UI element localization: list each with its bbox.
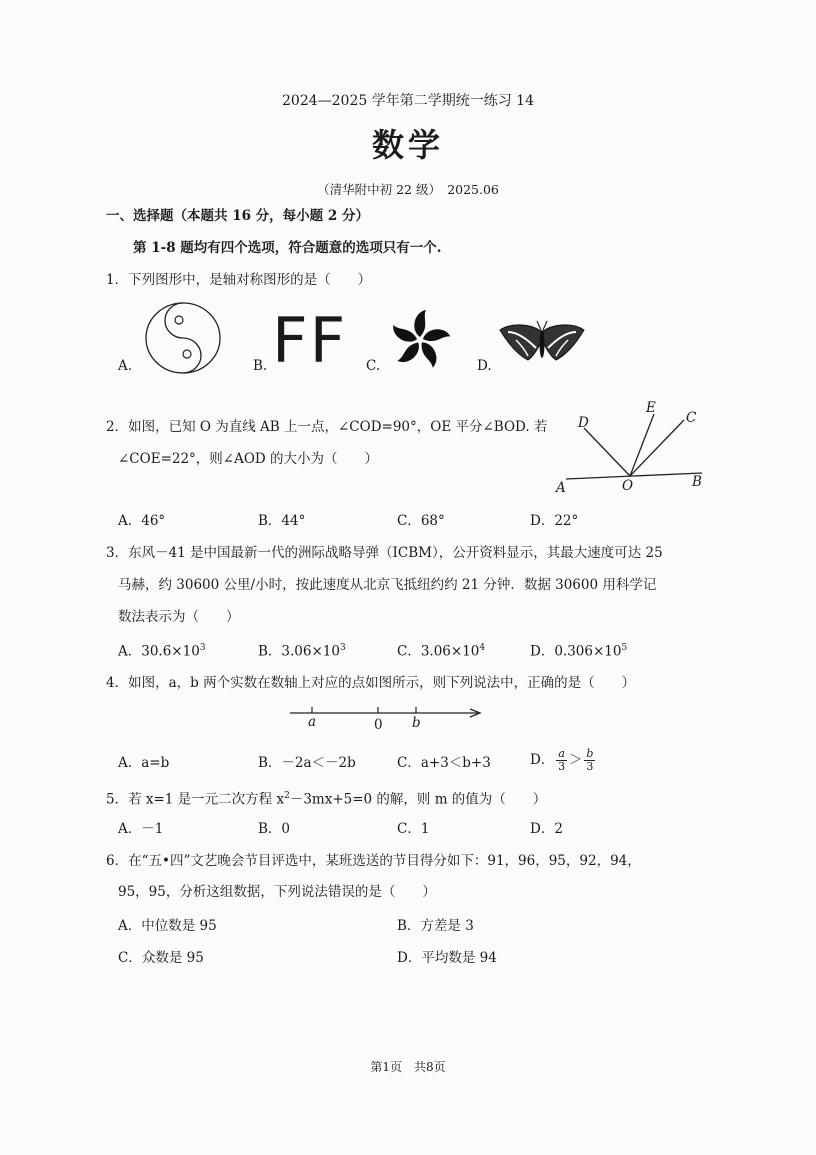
q2-option-c: C．68° (397, 513, 445, 529)
q4-option-c: C．a+3＜b+3 (397, 755, 491, 771)
q4-option-d: D． $\frac{a}{3}$ ＞ $\frac{b}{3}$ (530, 747, 594, 774)
q2-option-d: D．22° (530, 513, 579, 529)
q3-stem-line2: 马赫，约 30600 公里/小时，按此速度从北京飞抵纽约约 21 分钟．数据 30600 用科学记 (118, 577, 657, 593)
figure-label-o: O (622, 478, 634, 494)
q3-option-a: A．$30.6\times 10^3$ (118, 643, 206, 660)
q1-option-c-label: C. (366, 358, 381, 374)
q6-option-a: A．中位数是 95 (118, 918, 217, 934)
q4-stem: 4．如图，a，b 两个实数在数轴上对应的点如图所示，则下列说法中，正确的是（ ） (106, 675, 636, 691)
section-instruction: 第 1-8 题均有四个选项，符合题意的选项只有一个. (133, 240, 442, 256)
figure-label-e: E (646, 400, 656, 416)
q3-option-d: D．$0.306\times 10^5$ (530, 643, 628, 660)
yin-yang-figure (143, 300, 223, 376)
axis-label-b: b (412, 715, 421, 731)
exam-title-line: 2024—2025 学年第二学期统一练习 14 (282, 93, 534, 109)
axis-label-a: a (308, 714, 317, 730)
ff-letters-figure: FF (272, 304, 348, 377)
q6-option-b: B．方差是 3 (397, 918, 474, 934)
page-footer: 第1页 共8页 (370, 1060, 446, 1074)
q1-option-a-label: A. (118, 358, 133, 374)
figure-label-d: D (578, 415, 589, 431)
q4-option-a: A．a=b (118, 755, 170, 771)
q6-stem-line2: 95，95，分析这组数据，下列说法错误的是（ ） (118, 884, 436, 900)
bauhinia-flower-figure (388, 308, 452, 372)
q2-option-b: B．44° (258, 513, 306, 529)
section-heading: 一、选择题（本题共 16 分，每小题 2 分） (106, 208, 369, 224)
q1-stem: 1．下列图形中，是轴对称图形的是（ ） (106, 272, 372, 288)
figure-label-c: C (686, 410, 697, 426)
q3-option-c: C．$3.06\times 10^4$ (397, 643, 486, 660)
q6-option-d: D．平均数是 94 (397, 950, 497, 966)
subject-title: 数学 (371, 126, 444, 164)
q6-stem-line1: 6．在“五•四”文艺晚会节目评选中，某班选送的节目得分如下：91，96，95，92，94， (106, 853, 641, 869)
q5-option-d: D．2 (530, 821, 563, 837)
figure-label-a: A (556, 480, 566, 496)
figure-label-b: B (692, 474, 702, 490)
q2-stem-line1: 2．如图，已知 O 为直线 AB 上一点，∠COD=90°，OE 平分∠BOD. 若 (106, 419, 548, 435)
q5-stem: 5．若 x=1 是一元二次方程 $x^2-3mx+5=0$ 的解，则 m 的值为（ ） (106, 791, 547, 808)
fraction-a-over-3: $\frac{a}{3}$ (558, 747, 566, 774)
q2-option-a: A．46° (118, 513, 166, 529)
number-line-figure (288, 704, 488, 724)
q6-option-c: C．众数是 95 (118, 950, 204, 966)
axis-label-zero: 0 (374, 717, 383, 733)
q1-option-d-label: D. (477, 358, 492, 374)
q1-option-b-label: B. (253, 358, 268, 374)
q3-option-b: B．$3.06\times 10^3$ (258, 643, 346, 660)
q5-option-a: A．－1 (118, 821, 164, 837)
butterfly-figure (498, 318, 586, 370)
q5-option-b: B．0 (258, 821, 291, 837)
exam-subtitle: （清华附中初 22 级） 2025.06 (317, 182, 499, 197)
q5-option-c: C．1 (397, 821, 430, 837)
fraction-b-over-3: $\frac{b}{3}$ (586, 747, 594, 774)
q2-stem-line2: ∠COE=22°，则∠AOD 的大小为（ ） (118, 451, 379, 467)
q3-stem-line3: 数法表示为（ ） (118, 609, 240, 625)
q3-stem-line1: 3．东风－41 是中国最新一代的洲际战略导弹（ICBM），公开资料显示，其最大速度可达 25 (106, 545, 663, 561)
q4-option-b: B．－2a＜－2b (258, 755, 356, 771)
